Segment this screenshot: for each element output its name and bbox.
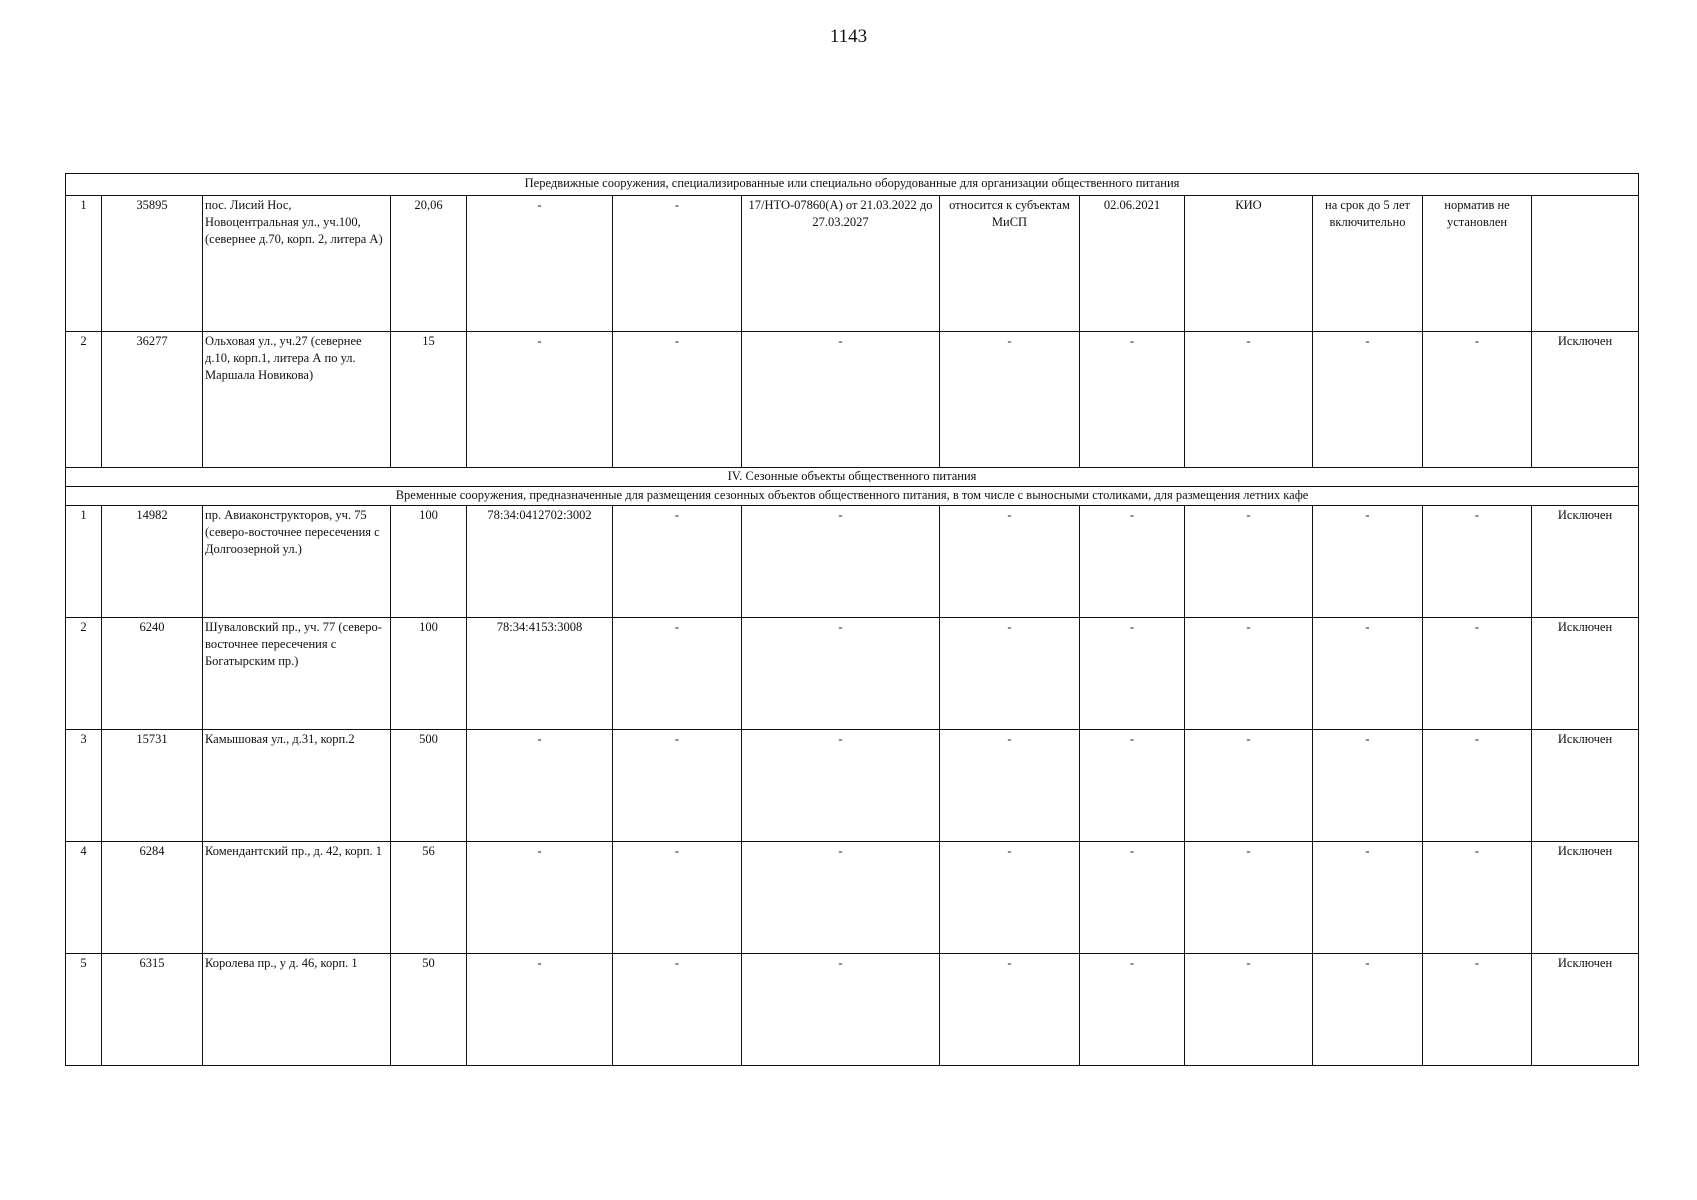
placement-term: - (1313, 506, 1423, 618)
authority: КИО (1185, 196, 1313, 332)
cadastral-number: - (467, 954, 613, 1066)
object-address: Ольховая ул., уч.27 (севернее д.10, корп.1, литера А по ул. Маршала Новикова) (203, 332, 391, 468)
smsp-status: - (940, 332, 1080, 468)
section-title: Передвижные сооружения, специализированные или специально оборудованные для организации общественного питания (66, 174, 1639, 196)
table-row (66, 618, 1639, 730)
smsp-status: - (940, 730, 1080, 842)
smsp-status: относится к субъектам МиСП (940, 196, 1080, 332)
inclusion-date: - (1080, 618, 1185, 730)
column-6-value: - (613, 842, 742, 954)
object-area: 15 (391, 332, 467, 468)
smsp-status: - (940, 954, 1080, 1066)
row-status: Исключен (1532, 954, 1639, 1066)
contract-info: - (742, 730, 940, 842)
object-id: 36277 (102, 332, 203, 468)
column-6-value: - (613, 332, 742, 468)
cadastral-number: 78:34:4153:3008 (467, 618, 613, 730)
section-header-row (66, 487, 1639, 506)
smsp-status: - (940, 506, 1080, 618)
objects-table (65, 173, 1639, 1066)
section-title: IV. Сезонные объекты общественного питания (66, 468, 1639, 487)
placement-term: на срок до 5 лет включительно (1313, 196, 1423, 332)
column-6-value: - (613, 506, 742, 618)
table-row (66, 954, 1639, 1066)
object-id: 6284 (102, 842, 203, 954)
object-address: Шуваловский пр., уч. 77 (северо-восточнее пересечения с Богатырским пр.) (203, 618, 391, 730)
object-area: 100 (391, 506, 467, 618)
placement-term: - (1313, 618, 1423, 730)
row-number: 4 (66, 842, 102, 954)
norm-value: - (1423, 618, 1532, 730)
norm-value: - (1423, 842, 1532, 954)
table-row (66, 730, 1639, 842)
object-area: 56 (391, 842, 467, 954)
smsp-status: - (940, 618, 1080, 730)
row-status: Исключен (1532, 842, 1639, 954)
cadastral-number: - (467, 842, 613, 954)
row-status: Исключен (1532, 506, 1639, 618)
column-6-value: - (613, 618, 742, 730)
contract-info: - (742, 506, 940, 618)
row-status: Исключен (1532, 618, 1639, 730)
object-address: пос. Лисий Нос, Новоцентральная ул., уч.100, (севернее д.70, корп. 2, литера А) (203, 196, 391, 332)
object-id: 35895 (102, 196, 203, 332)
placement-term: - (1313, 332, 1423, 468)
section-header-row (66, 174, 1639, 196)
authority: - (1185, 332, 1313, 468)
row-status (1532, 196, 1639, 332)
object-area: 500 (391, 730, 467, 842)
cadastral-number: - (467, 332, 613, 468)
object-area: 20,06 (391, 196, 467, 332)
section-title: Временные сооружения, предназначенные для размещения сезонных объектов общественного питания, в том числе с выносными столиками, для размещения летних кафе (66, 487, 1639, 506)
norm-value: - (1423, 506, 1532, 618)
placement-term: - (1313, 954, 1423, 1066)
inclusion-date: - (1080, 506, 1185, 618)
object-id: 15731 (102, 730, 203, 842)
contract-info: 17/НТО-07860(А) от 21.03.2022 до 27.03.2027 (742, 196, 940, 332)
inclusion-date: - (1080, 954, 1185, 1066)
authority: - (1185, 618, 1313, 730)
object-address: Камышовая ул., д.31, корп.2 (203, 730, 391, 842)
inclusion-date: - (1080, 842, 1185, 954)
row-number: 2 (66, 618, 102, 730)
cadastral-number: 78:34:0412702:3002 (467, 506, 613, 618)
contract-info: - (742, 618, 940, 730)
norm-value: - (1423, 730, 1532, 842)
authority: - (1185, 842, 1313, 954)
row-status: Исключен (1532, 730, 1639, 842)
table-row (66, 842, 1639, 954)
contract-info: - (742, 954, 940, 1066)
row-number: 1 (66, 196, 102, 332)
table-row (66, 332, 1639, 468)
authority: - (1185, 730, 1313, 842)
column-6-value: - (613, 730, 742, 842)
row-number: 3 (66, 730, 102, 842)
object-id: 6315 (102, 954, 203, 1066)
norm-value: - (1423, 332, 1532, 468)
object-area: 100 (391, 618, 467, 730)
object-address: пр. Авиаконструкторов, уч. 75 (северо-восточнее пересечения с Долгоозерной ул.) (203, 506, 391, 618)
inclusion-date: - (1080, 730, 1185, 842)
cadastral-number: - (467, 196, 613, 332)
contract-info: - (742, 332, 940, 468)
smsp-status: - (940, 842, 1080, 954)
placement-term: - (1313, 842, 1423, 954)
row-status: Исключен (1532, 332, 1639, 468)
column-6-value: - (613, 954, 742, 1066)
inclusion-date: 02.06.2021 (1080, 196, 1185, 332)
table-row (66, 196, 1639, 332)
column-6-value: - (613, 196, 742, 332)
page-number: 1143 (829, 26, 868, 47)
section-header-row (66, 468, 1639, 487)
norm-value: норматив не установлен (1423, 196, 1532, 332)
inclusion-date: - (1080, 332, 1185, 468)
norm-value: - (1423, 954, 1532, 1066)
authority: - (1185, 954, 1313, 1066)
cadastral-number: - (467, 730, 613, 842)
contract-info: - (742, 842, 940, 954)
object-id: 6240 (102, 618, 203, 730)
object-id: 14982 (102, 506, 203, 618)
object-area: 50 (391, 954, 467, 1066)
object-address: Комендантский пр., д. 42, корп. 1 (203, 842, 391, 954)
table-row (66, 506, 1639, 618)
row-number: 1 (66, 506, 102, 618)
object-address: Королева пр., у д. 46, корп. 1 (203, 954, 391, 1066)
authority: - (1185, 506, 1313, 618)
row-number: 2 (66, 332, 102, 468)
placement-term: - (1313, 730, 1423, 842)
row-number: 5 (66, 954, 102, 1066)
